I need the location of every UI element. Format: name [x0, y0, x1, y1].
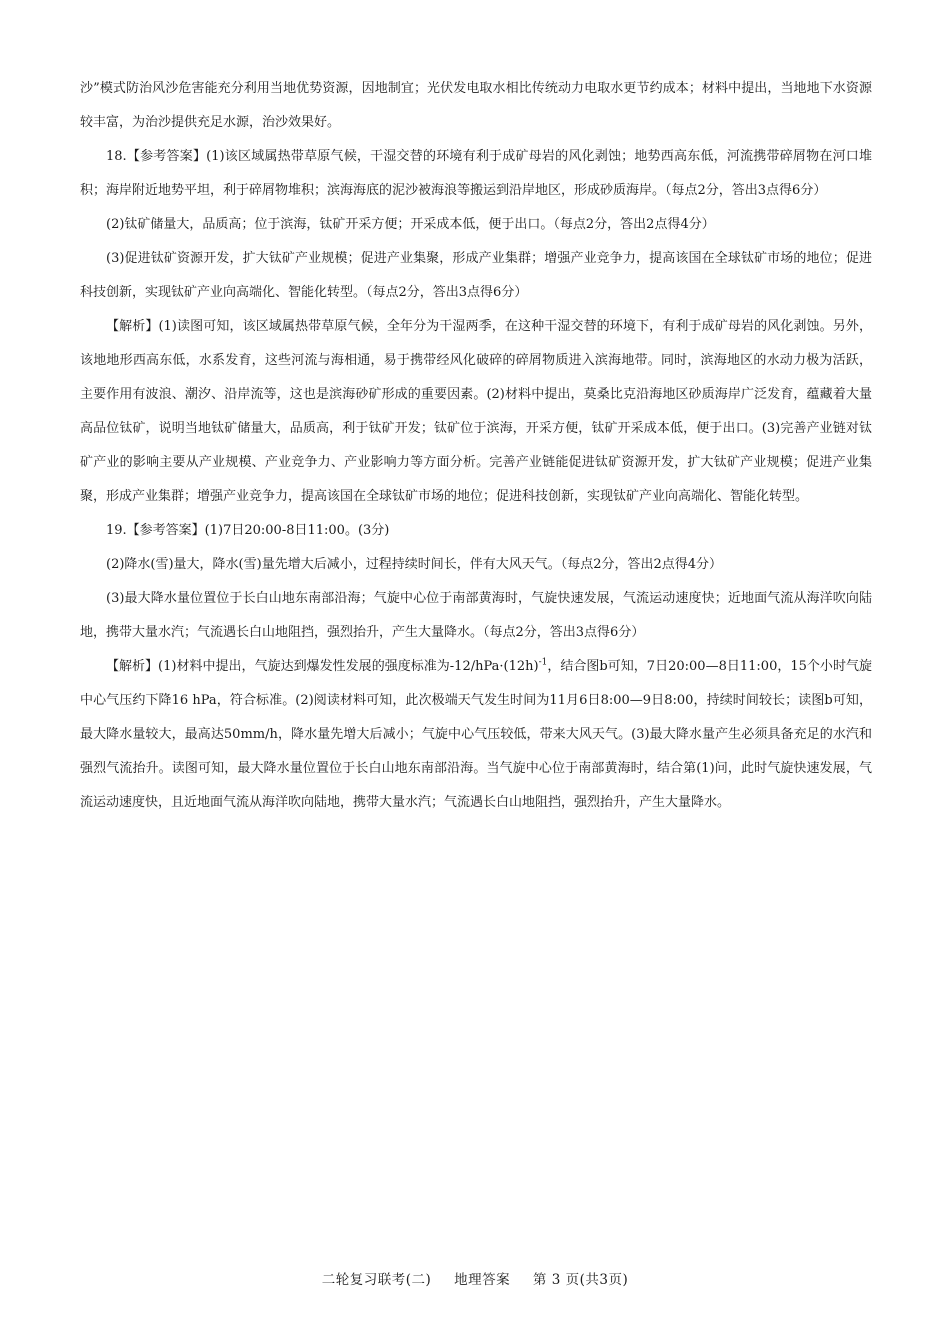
- paragraph-continuation: 沙”模式防治风沙危害能充分利用当地优势资源，因地制宜；光伏发电取水相比传统动力电取水更节约成本；材料中提出，当地地下水资源较丰富，为治沙提供充足水源，治沙效果好。: [80, 81, 872, 130]
- q18-analysis: 【解析】(1)读图可知，该区域属热带草原气候，全年分为干湿两季，在这种干湿交替的环境下，有利于成矿母岩的风化剥蚀。另外，该地地形西高东低，水系发育，这些河流与海相通，易于携带经风化破碎的碎屑物质进入滨海地带。同时，滨海地区的水动力极为活跃，主要作用有波浪、潮汐、沿岸流等，这也是滨海砂矿形成的重要因素。(2)材料中提出，莫桑比克沿海地区砂质海岸广泛发育，蕴藏着大量高品位钛矿，说明当地钛矿储量大，品质高，利于钛矿开发；钛矿位于滨海，开采方便，钛矿开采成本低，便于出口。(3)完善产业链对钛矿产业的影响主要从产业规模、产业竞争力、产业影响力等方面分析。完善产业链能促进钛矿资源开发，扩大钛矿产业规模；促进产业集聚，形成产业集群；增强产业竞争力，提高该国在全球钛矿市场的地位；促进科技创新，实现钛矿产业向高端化、智能化转型。: [80, 319, 872, 504]
- q19-reference-answer-part3: (3)最大降水量位置位于长白山地东南部沿海；气旋中心位于南部黄海时，气旋快速发展，气流运动速度快；近地面气流从海洋吹向陆地，携带大量水汽；气流遇长白山地阻挡，强烈抬升，产生大量降水。（每点2分，答出3点得6分）: [80, 591, 872, 640]
- q19-reference-answer-part1: 19.【参考答案】(1)7日20:00-8日11:00。(3分): [106, 523, 390, 538]
- q19-analysis-text-a: 【解析】(1)材料中提出，气旋达到爆发性发展的强度标准为-12/hPa·(12h): [106, 659, 539, 674]
- q18-reference-answer-part1: 18.【参考答案】(1)该区域属热带草原气候，干湿交替的环境有利于成矿母岩的风化剥蚀；地势西高东低，河流携带碎屑物在河口堆积；海岸附近地势平坦，利于碎屑物堆积；滨海海底的泥沙被海浪等搬运到沿岸地区，形成砂质海岸。（每点2分，答出3点得6分）: [80, 149, 872, 198]
- q19-reference-answer-part2: (2)降水(雪)量大，降水(雪)量先增大后减小，过程持续时间长，伴有大风天气。（每点2分，答出2点得4分）: [106, 557, 723, 572]
- q19-analysis: [80, 650, 872, 820]
- q19-analysis-exponent: -1: [538, 657, 548, 668]
- footer-page-number: 第 3 页(共3页): [532, 1272, 629, 1288]
- page-footer: [0, 1268, 950, 1288]
- q18-reference-answer-part3: (3)促进钛矿资源开发，扩大钛矿产业规模；促进产业集聚，形成产业集群；增强产业竞争力，提高该国在全球钛矿市场的地位；促进科技创新，实现钛矿产业向高端化、智能化转型。（每点2分，答出3点得6分）: [80, 251, 872, 300]
- footer-exam-name: 二轮复习联考(二): [321, 1272, 432, 1288]
- answer-body: [80, 72, 872, 820]
- q19-analysis-text-b: ，结合图b可知，7日20:00—8日11:00，15个小时气旋中心气压约下降16 hPa，符合标准。(2)阅读材料可知，此次极端天气发生时间为11月6日8:00—9日8:00，持续时间较长；读图b可知，最大降水量较大，最高达50mm/h，降水量先增大后减小；气旋中心气压较低，带来大风天气。(3)最大降水量产生必须具备充足的水汽和强烈气流抬升。读图可知，最大降水量位置位于长白山地东南部沿海。当气旋中心位于南部黄海时，结合第(1)问，此时气旋快速发展，气流运动速度快，且近地面气流从海洋吹向陆地，携带大量水汽；气流遇长白山地阻挡，强烈抬升，产生大量降水。: [80, 659, 872, 810]
- footer-subject: 地理答案: [454, 1272, 511, 1288]
- q18-reference-answer-part2: (2)钛矿储量大，品质高；位于滨海，钛矿开采方便；开采成本低，便于出口。（每点2分，答出2点得4分）: [106, 217, 715, 232]
